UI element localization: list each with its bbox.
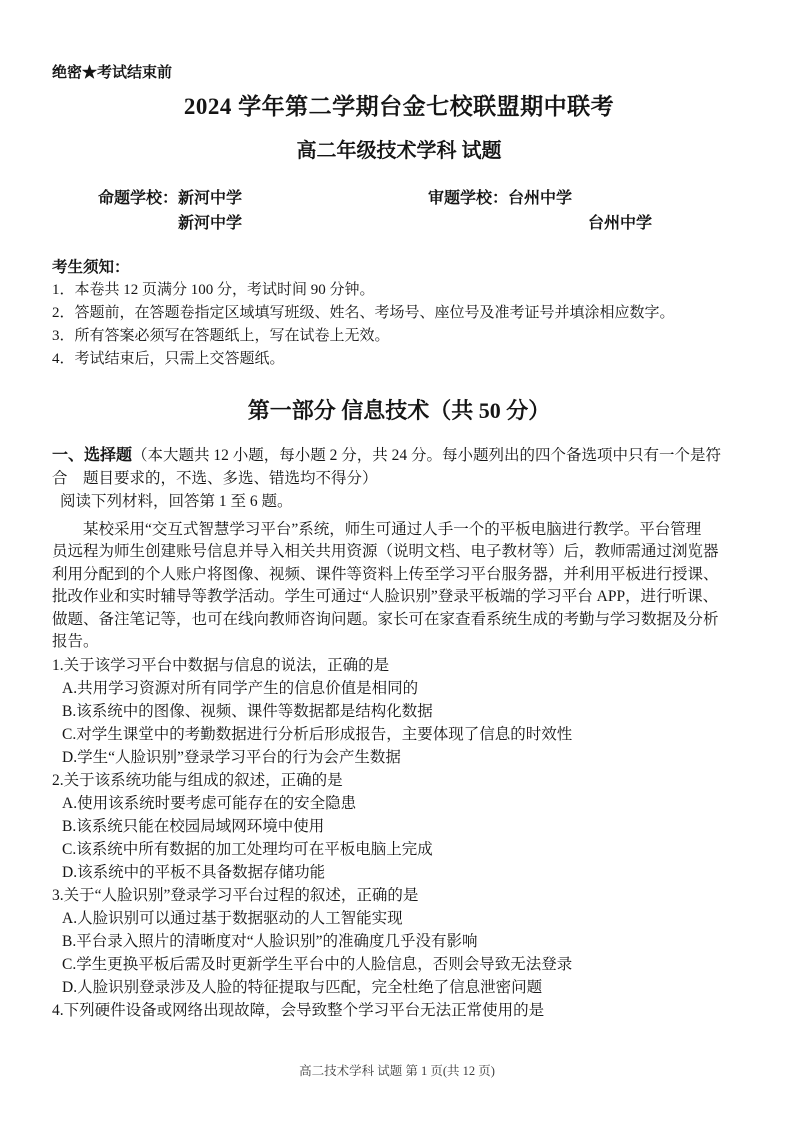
question-stem: 4.下列硬件设备或网络出现故障，会导致整个学习平台无法正常使用的是 <box>52 1002 545 1020</box>
question-option-b: B.平台录入照片的清晰度对“人脸识别”的准确度几乎没有影响 <box>62 933 478 951</box>
notice-item: 3．所有答案必须写在答题纸上，写在试卷上无效。 <box>52 328 390 344</box>
instruction-line-1 <box>52 444 746 467</box>
exam-subtitle: 高二年级技术学科 试题 <box>296 140 502 162</box>
section-heading: 第一部分 信息技术（共 50 分） <box>247 398 551 423</box>
notice-item: 4．考试结束后，只需上交答题纸。 <box>52 351 285 367</box>
notice-item: 2．答题前，在答题卷指定区域填写班级、姓名、考场号、座位号及准考证号并填涂相应数字。 <box>52 305 675 321</box>
setter-label: 命题学校： <box>98 190 179 207</box>
reading-prompt: 阅读下列材料，回答第 1 至 6 题。 <box>60 493 293 510</box>
reviewer-name: 台州中学 <box>508 190 573 207</box>
candidate-notice <box>52 256 746 371</box>
schools-row-2 <box>98 211 746 236</box>
reviewer-school-line-2: 台州中学 <box>588 215 653 232</box>
question-option-c: C.学生更换平板后需及时更新学生平台中的人脸信息，否则会导致无法登录 <box>62 956 573 974</box>
question-1 <box>52 654 746 769</box>
section-instruction <box>52 444 746 513</box>
page-footer: 高二技术学科 试题 第 1 页(共 12 页) <box>299 1064 495 1078</box>
reviewer-label: 审题学校： <box>428 190 509 207</box>
instruction-rest: （本大题共 12 小题，每小题 2 分，共 24 分。每小题列出的四个备选项中只有一个是符 <box>132 447 722 464</box>
reviewer-school-line-1 <box>428 186 746 211</box>
question-stem: 1.关于该学习平台中数据与信息的说法，正确的是 <box>52 657 390 675</box>
setter-school-line-1 <box>98 186 428 211</box>
question-option-c: C.对学生课堂中的考勤数据进行分析后形成报告，主要体现了信息的时效性 <box>62 726 573 744</box>
schools-row-1 <box>98 186 746 211</box>
instruction-line-2: 合 题目要求的，不选、多选、错选均不得分） <box>52 470 378 487</box>
exam-title: 2024 学年第二学期台金七校联盟期中联考 <box>183 94 615 119</box>
notice-heading: 考生须知： <box>52 259 130 276</box>
passage-line: 做题、备注笔记等，也可在线向教师咨询问题。家长可在家查看系统生成的考勤与学习数据及分析 <box>52 610 719 628</box>
passage-line: 批改作业和实时辅导等教学活动。学生可通过“人脸识别”登录平板端的学习平台 APP，进行听课、 <box>52 588 719 606</box>
question-option-a: A.人脸识别可以通过基于数据驱动的人工智能实现 <box>62 910 403 928</box>
passage-line: 报告。 <box>52 633 99 651</box>
question-stem: 2.关于该系统功能与组成的叙述，正确的是 <box>52 772 343 790</box>
question-option-b: B.该系统只能在校园局域网环境中使用 <box>62 818 325 836</box>
question-option-b: B.该系统中的图像、视频、课件等数据都是结构化数据 <box>62 703 433 721</box>
setter-school-line-2: 新河中学 <box>178 215 243 232</box>
passage-line: 利用分配到的个人账户将图像、视频、课件等资料上传至学习平台服务器，并利用平板进行授课、 <box>52 565 719 583</box>
question-stem: 3.关于“人脸识别”登录学习平台过程的叙述，正确的是 <box>52 887 419 905</box>
question-list <box>52 654 746 1022</box>
question-option-d: D.人脸识别登录涉及人脸的特征提取与匹配，完全杜绝了信息泄密问题 <box>62 979 543 997</box>
setter-name: 新河中学 <box>178 190 243 207</box>
question-option-d: D.该系统中的平板不具备数据存储功能 <box>62 864 326 882</box>
question-option-c: C.该系统中所有数据的加工处理均可在平板电脑上完成 <box>62 841 433 859</box>
security-classification: 绝密★考试结束前 <box>52 65 173 81</box>
question-option-a: A.共用学习资源对所有同学产生的信息价值是相同的 <box>62 680 419 698</box>
question-4 <box>52 999 746 1022</box>
notice-item: 1．本卷共 12 页满分 100 分，考试时间 90 分钟。 <box>52 282 375 298</box>
reading-passage <box>52 519 746 653</box>
instruction-type-label: 一、选择题 <box>52 447 133 464</box>
schools-block <box>98 186 746 236</box>
question-option-d: D.学生“人脸识别”登录学习平台的行为会产生数据 <box>62 749 401 767</box>
passage-line: 员远程为师生创建账号信息并导入相关共用资源（说明文档、电子教材等）后，教师需通过浏览器 <box>52 543 719 561</box>
passage-line: 某校采用“交互式智慧学习平台”系统，师生可通过人手一个的平板电脑进行教学。平台管理 <box>83 521 702 538</box>
question-2 <box>52 769 746 884</box>
question-3 <box>52 884 746 999</box>
question-option-a: A.使用该系统时要考虑可能存在的安全隐患 <box>62 795 357 813</box>
